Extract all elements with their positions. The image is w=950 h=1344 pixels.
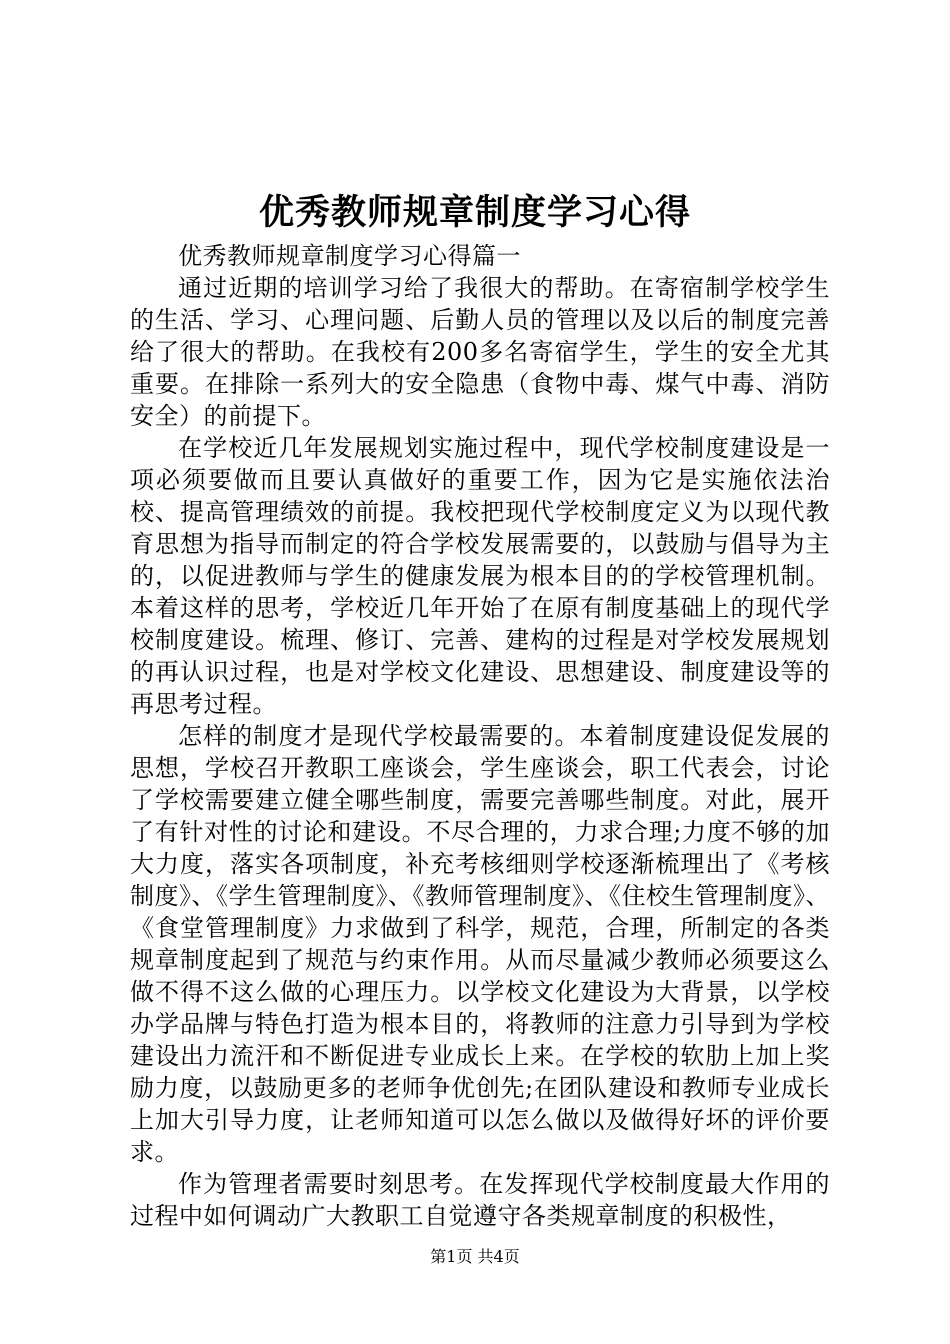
document-body	[130, 240, 830, 1232]
paragraph: 怎样的制度才是现代学校最需要的。本着制度建设促发展的思想，学校召开教职工座谈会，学生座谈会，职工代表会，讨论了学校需要建立健全哪些制度，需要完善哪些制度。对此，展开了有针对性的讨论和建设。不尽合理的，力求合理;力度不够的加大力度，落实各项制度，补充考核细则学校逐渐梳理出了《考核制度》、《学生管理制度》、《教师管理制度》、《住校生管理制度》、《食堂管理制度》力求做到了科学，规范，合理，所制定的各类规章制度起到了规范与约束作用。从而尽量减少教师必须要这么做不得不这么做的心理压力。以学校文化建设为大背景，以学校办学品牌与特色打造为根本目的，将教师的注意力引导到为学校建设出力流汗和不断促进专业成长上来。在学校的软肋上加上奖励力度，以鼓励更多的老师争优创先;在团队建设和教师专业成长上加大引导力度，让老师知道可以怎么做以及做得好坏的评价要求。	[130, 722, 830, 1166]
paragraph: 通过近期的培训学习给了我很大的帮助。在寄宿制学校学生的生活、学习、心理问题、后勤人员的管理以及以后的制度完善给了很大的帮助。在我校有200多名寄宿学生，学生的安全尤其重要。在排除一系列大的安全隐患（食物中毒、煤气中毒、消防安全）的前提下。	[130, 274, 830, 430]
section-heading: 优秀教师规章制度学习心得篇一	[178, 242, 521, 270]
paragraph: 在学校近几年发展规划实施过程中，现代学校制度建设是一项必须要做而且要认真做好的重要工作，因为它是实施依法治校、提高管理绩效的前提。我校把现代学校制度定义为以现代教育思想为指导而制定的符合学校发展需要的，以鼓励与倡导为主的，以促进教师与学生的健康发展为根本目的的学校管理机制。本着这样的思考，学校近几年开始了在原有制度基础上的现代学校制度建设。梳理、修订、完善、建构的过程是对学校发展规划的再认识过程，也是对学校文化建设、思想建设、制度建设等的再思考过程。	[130, 434, 830, 718]
paragraph: 作为管理者需要时刻思考。在发挥现代学校制度最大作用的过程中如何调动广大教职工自觉遵守各类规章制度的积极性，	[130, 1170, 830, 1230]
document-title: 优秀教师规章制度学习心得	[258, 192, 691, 233]
page-number-footer: 第1页 共4页	[430, 1247, 520, 1266]
